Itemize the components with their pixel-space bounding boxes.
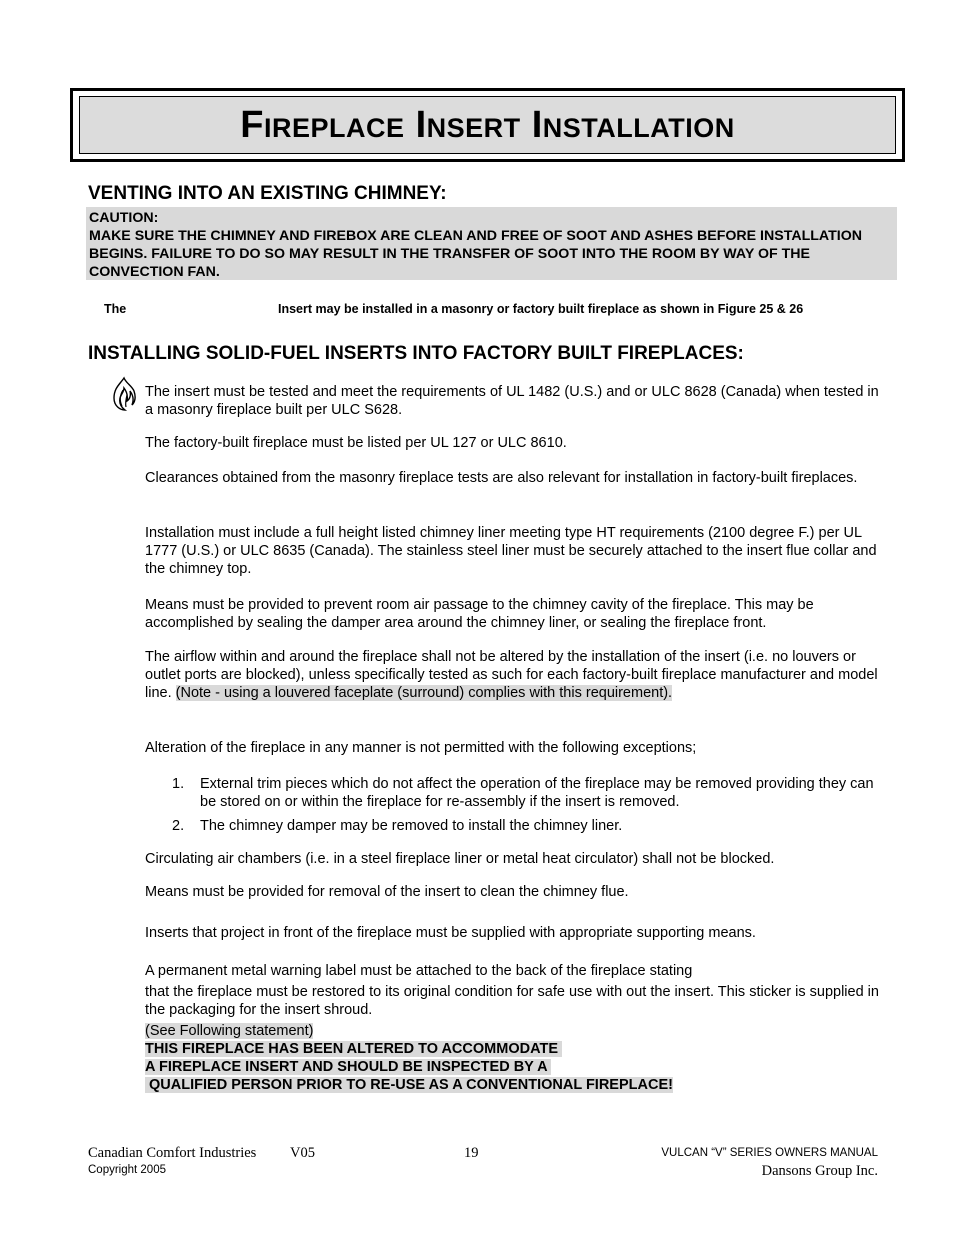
paragraph-restore: that the fireplace must be restored to its original condition for safe use with out the insert. This sticker is supplied in the packaging for the insert shroud. (145, 984, 879, 1018)
paragraph-circulating-air: Circulating air chambers (i.e. in a steel fireplace liner or metal heat circulator) shall not be blocked. (145, 851, 775, 867)
warning-line (145, 1040, 562, 1058)
paragraph-airflow (145, 648, 885, 702)
list-text: External trim pieces which do not affect the operation of the fireplace may be removed providing they can be stored on or within the fireplace for re-assembly if the insert is removed. (200, 776, 874, 810)
footer-group: Dansons Group Inc. (761, 1163, 878, 1179)
list-number: 2. (172, 818, 185, 834)
list-number: 1. (172, 776, 185, 792)
list-text: The chimney damper may be removed to install the chimney liner. (200, 818, 623, 834)
intro-the: The (104, 302, 127, 316)
title-frame (70, 88, 905, 162)
page-number: 19 (464, 1145, 479, 1161)
see-following-text: (See Following statement) (145, 1023, 314, 1039)
paragraph-alteration: Alteration of the fireplace in any manner is not permitted with the following exceptions; (145, 740, 697, 756)
caution-box (86, 207, 897, 280)
footer-manual: VULCAN “V” SERIES OWNERS MANUAL (661, 1147, 878, 1159)
paragraph-removal: Means must be provided for removal of the insert to clean the chimney flue. (145, 884, 629, 900)
intro-text: Insert may be installed in a masonry or factory built fireplace as shown in Figure 25 & 26 (278, 302, 804, 316)
paragraph-warning-label: A permanent metal warning label must be attached to the back of the fireplace stating (145, 963, 693, 979)
warning-text: THIS FIREPLACE HAS BEEN ALTERED TO ACCOMMODATE (145, 1041, 563, 1057)
paragraph-clearances: Clearances obtained from the masonry fireplace tests are also relevant for installation in factory-built fireplaces. (145, 470, 858, 486)
flame-icon (110, 376, 136, 412)
warning-text: QUALIFIED PERSON PRIOR TO RE-USE AS A CONVENTIONAL FIREPLACE! (145, 1077, 673, 1093)
section-heading-venting: VENTING INTO AN EXISTING CHIMNEY: (88, 183, 447, 204)
caution-label: CAUTION: (89, 210, 159, 226)
warning-line (145, 1058, 551, 1076)
paragraph-room-air: Means must be provided to prevent room air passage to the chimney cavity of the fireplace. This may be accomplished by sealing the damper area around the chimney liner, or sealing the fireplace front. (145, 597, 814, 631)
airflow-note: (Note - using a louvered faceplate (surround) complies with this requirement). (175, 685, 673, 701)
title-panel (79, 96, 896, 154)
caution-text: MAKE SURE THE CHIMNEY AND FIREBOX ARE CLEAN AND FREE OF SOOT AND ASHES BEFORE INSTALLATION BEGINS. FAILURE TO DO SO MAY RESULT IN THE TRANSFER OF SOOT INTO THE ROOM BY WAY OF THE CONVECTION FAN. (89, 228, 862, 280)
paragraph-chimney-liner: Installation must include a full height listed chimney liner meeting type HT requirements (2100 degree F.) per UL 1777 (U.S.) or ULC 8635 (Canada). The stainless steel liner must be securely attached to the insert flue collar and the chimney top. (145, 525, 877, 577)
warning-text: A FIREPLACE INSERT AND SHOULD BE INSPECTED BY A (145, 1059, 552, 1075)
section-heading-solid-fuel: INSTALLING SOLID-FUEL INSERTS INTO FACTORY BUILT FIREPLACES: (88, 343, 744, 364)
warning-line (145, 1076, 673, 1094)
footer-version: V05 (290, 1145, 315, 1161)
paragraph-factory-listing: The factory-built fireplace must be listed per UL 127 or ULC 8610. (145, 435, 567, 451)
footer-copyright: Copyright 2005 (88, 1164, 166, 1176)
footer-company: Canadian Comfort Industries (88, 1145, 257, 1161)
paragraph-ul-requirements: The insert must be tested and meet the requirements of UL 1482 (U.S.) and or ULC 8628 (Canada) when tested in a masonry fireplace built per ULC S628. (145, 384, 879, 418)
paragraph-supporting-means: Inserts that project in front of the fireplace must be supplied with appropriate supporting means. (145, 925, 756, 941)
page-title: Fireplace Insert Installation (240, 103, 735, 146)
see-following (145, 1022, 885, 1040)
airflow-text: The airflow within and around the fireplace shall not be altered by the installation of the insert (i.e. no louvers or outlet ports are blocked), unless specifically tested as such for each factory-built fireplace manufacturer and model line. (145, 649, 878, 701)
